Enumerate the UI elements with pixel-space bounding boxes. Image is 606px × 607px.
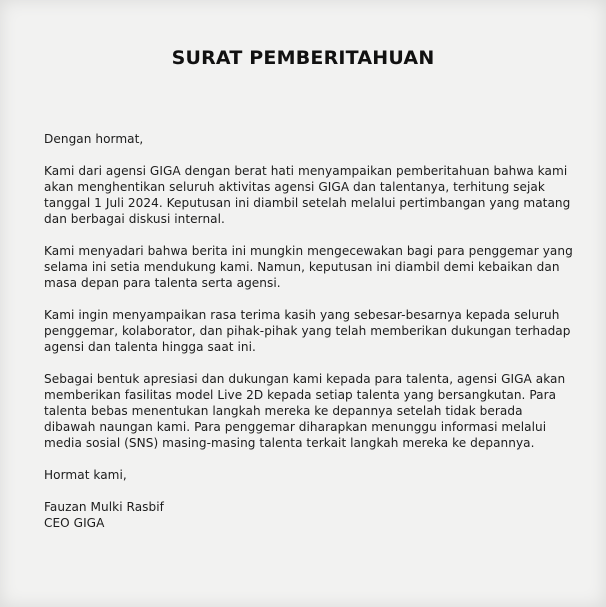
letter-body (44, 131, 574, 531)
paragraph-1: Kami dari agensi GIGA dengan berat hati menyampaikan pemberitahuan bahwa kami akan menghentikan seluruh aktivitas agensi GIGA dan talentanya, terhitung sejak tanggal 1 Juli 2024. Keputusan ini diambil setelah melalui pertimbangan yang matang dan berbagai diskusi internal. (44, 164, 571, 226)
letter-title: SURAT PEMBERITAHUAN (171, 47, 435, 69)
signer-title: CEO GIGA (44, 516, 105, 530)
paragraph-3: Kami ingin menyampaikan rasa terima kasih yang sebesar-besarnya kepada seluruh penggemar, kolaborator, dan pihak-pihak yang telah memberikan dukungan terhadap agensi dan talenta hingga saat ini. (44, 308, 571, 354)
paragraph-4: Sebagai bentuk apresiasi dan dukungan kami kepada para talenta, agensi GIGA akan memberikan fasilitas model Live 2D kepada setiap talenta yang bersangkutan. Para talenta bebas menentukan langkah mereka ke depannya setelah tidak berada dibawah naungan kami. Para penggemar diharapkan menunggu informasi melalui media sosial (SNS) masing-masing talenta terkait langkah mereka ke depannya. (44, 372, 566, 450)
greeting: Dengan hormat, (44, 132, 144, 146)
paragraph-2: Kami menyadari bahwa berita ini mungkin mengecewakan bagi para penggemar yang selama ini setia mendukung kami. Namun, keputusan ini diambil demi kebaikan dan masa depan para talenta serta agensi. (44, 244, 573, 290)
signer-name: Fauzan Mulki Rasbif (44, 500, 164, 514)
closing: Hormat kami, (44, 468, 127, 482)
